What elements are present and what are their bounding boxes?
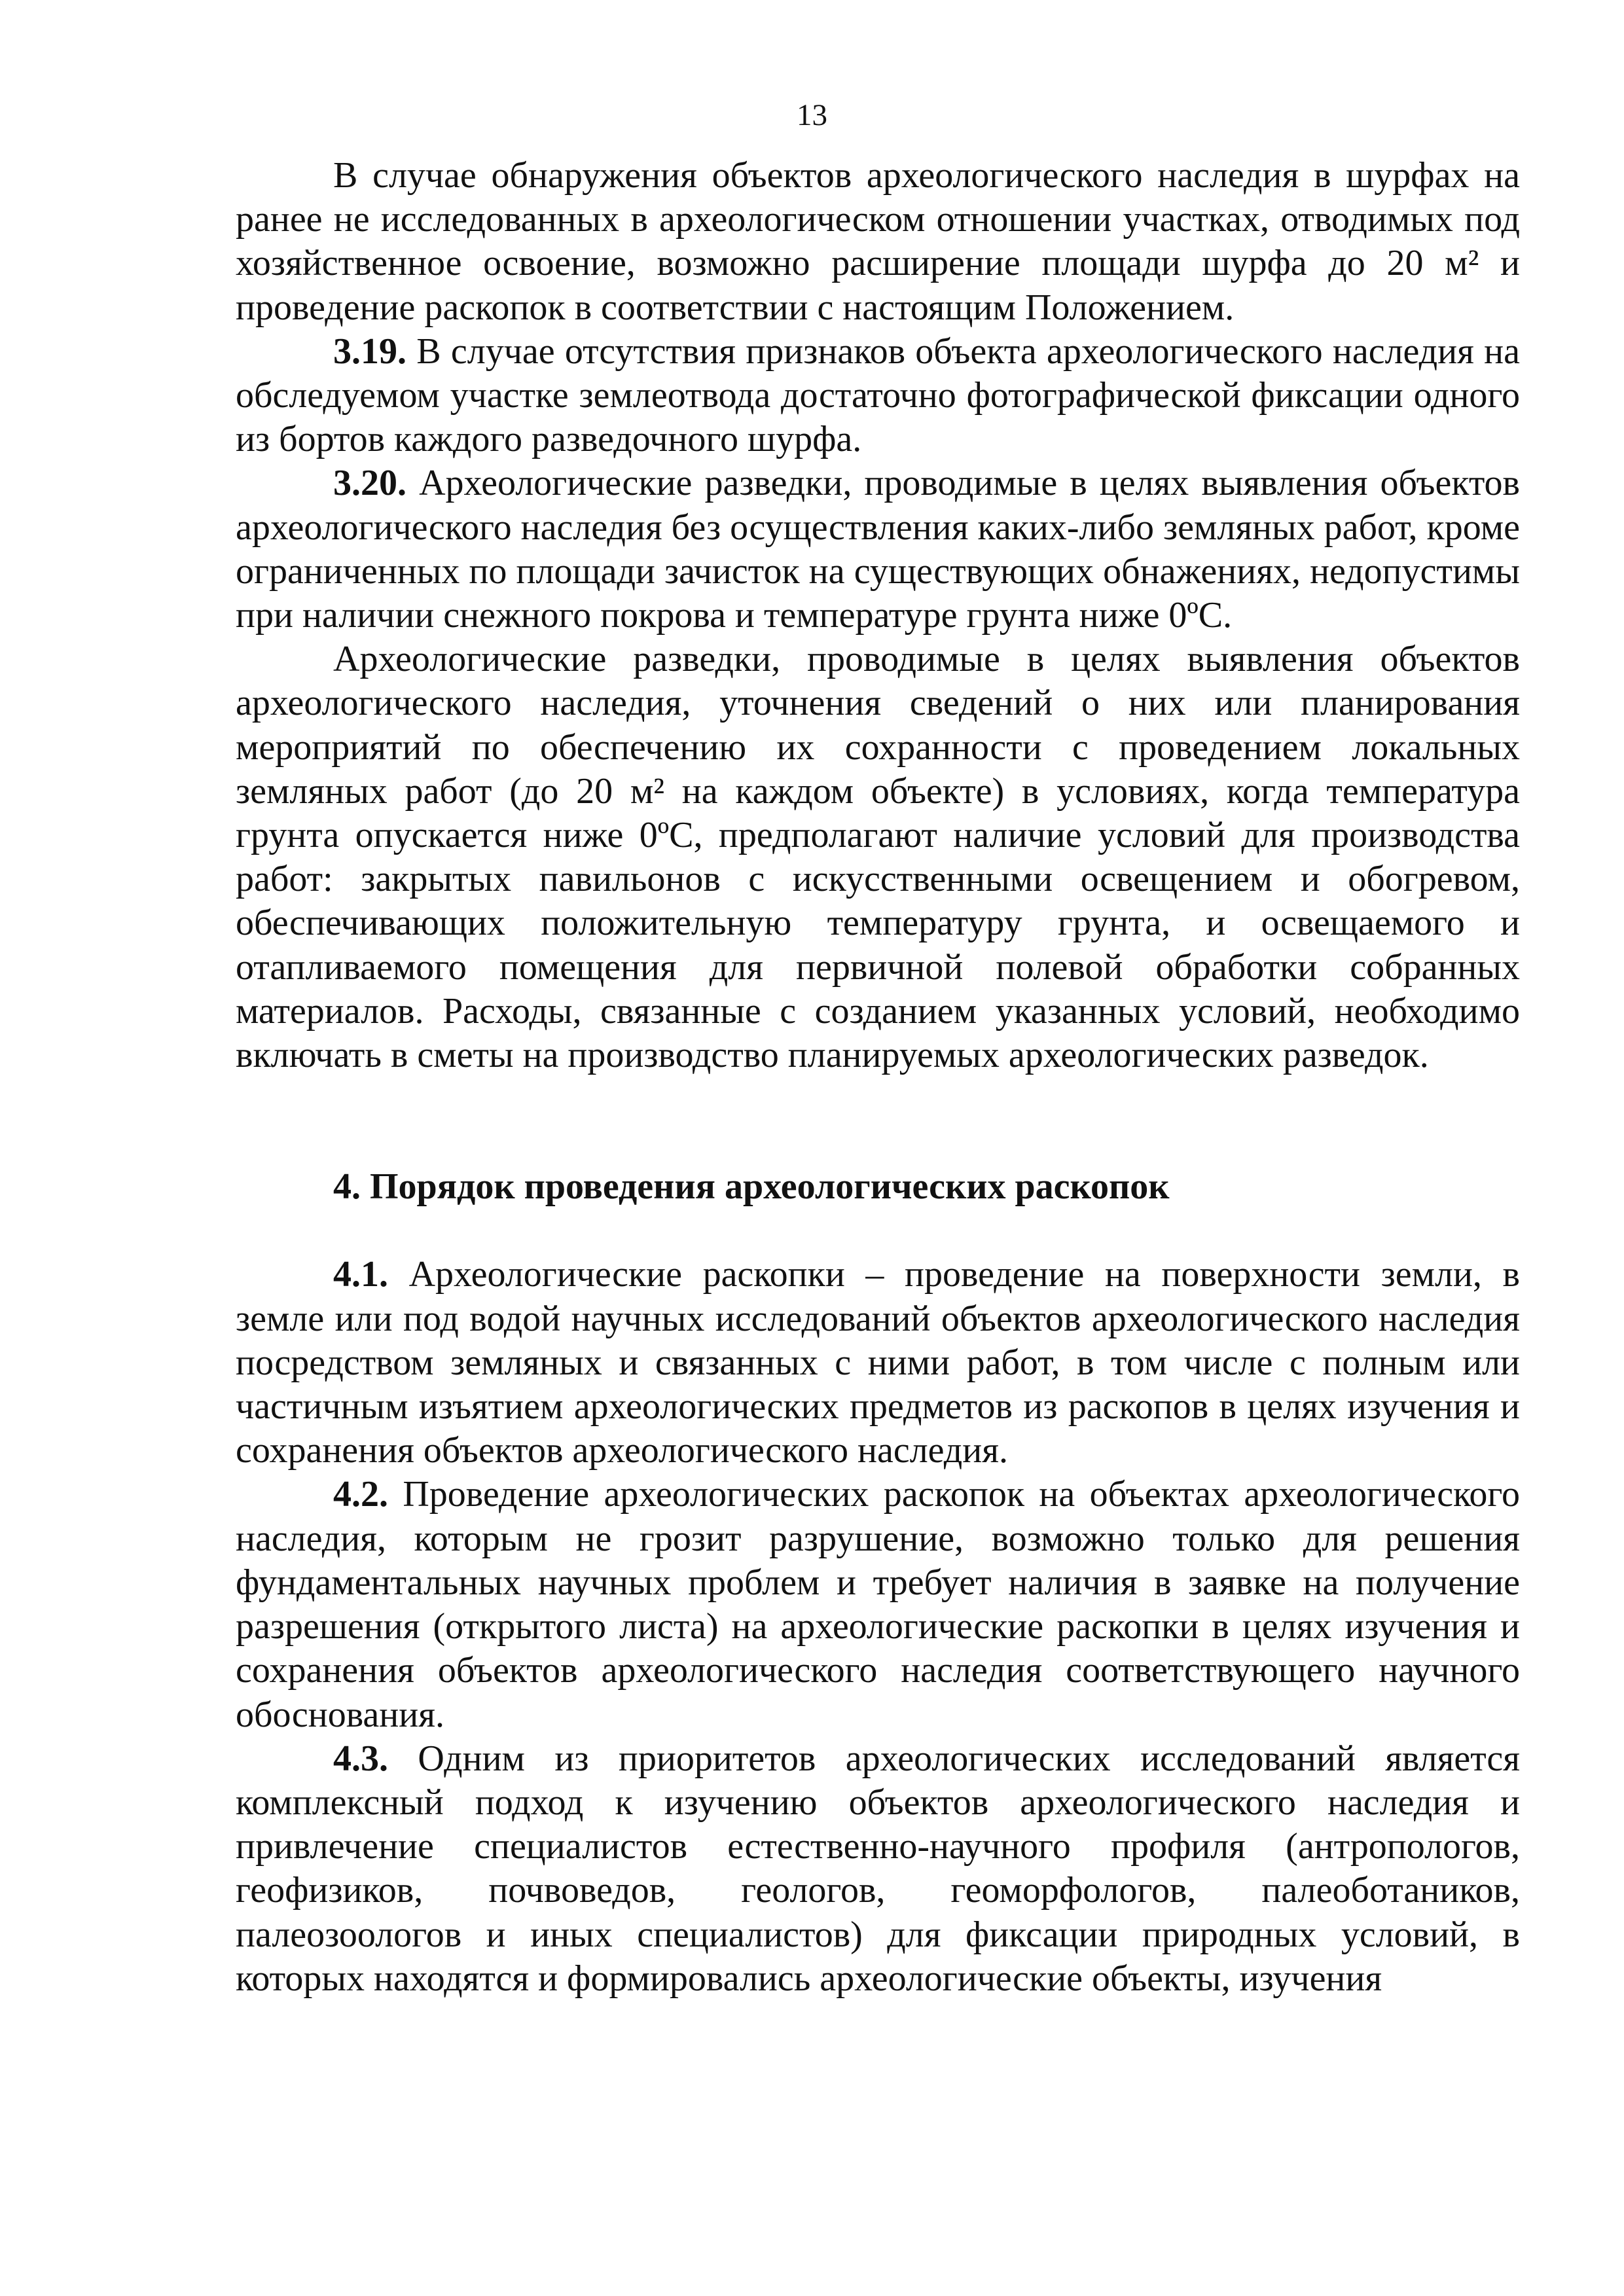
paragraph-winter-conditions <box>236 637 1520 1077</box>
paragraph-number: 3.19. <box>333 331 406 372</box>
page-number: 13 <box>797 98 827 132</box>
section-spacer <box>236 1077 1520 1165</box>
paragraph-4-3 <box>236 1737 1520 2001</box>
paragraph-4-2 <box>236 1473 1520 1736</box>
paragraph-3-20 <box>236 461 1520 637</box>
paragraph-number: 4.2. <box>333 1474 388 1515</box>
paragraph-3-19 <box>236 330 1520 462</box>
paragraph-text: В случае обнаружения объектов археологического наследия в шурфах на ранее не исследованных в археологическом отношении участках, отводимых под хозяйственное освоение, возможно расширение площади шурфа до 20 м² и проведение раскопок в соответствии с настоящим Положением. <box>236 155 1520 328</box>
paragraph-number: 4.1. <box>333 1254 388 1295</box>
paragraph-text: Проведение археологических раскопок на объектах археологического наследия, которым не грозит разрушение, возможно только для решения фундаментальных научных проблем и требует наличия в заявке на получение разрешения (открытого листа) на археологические раскопки в целях изучения и сохранения объектов археологического наследия соответствующего научного обоснования. <box>236 1474 1520 1735</box>
paragraph-text: Археологические разведки, проводимые в целях выявления объектов археологического наследия, уточнения сведений о них или планирования мероприятий по обеспечению их сохранности с проведением локальных земляных работ (до 20 м² на каждом объекте) в условиях, когда температура грунта опускается ниже 0ºС, предполагают наличие условий для производства работ: закрытых павильонов с искусственными освещением и обогревом, обеспечивающих положительную температуру грунта, и освещаемого и отапливаемого помещения для первичной полевой обработки собранных материалов. Расходы, связанные с созданием указанных условий, необходимо включать в сметы на производство планируемых археологических разведок. <box>236 639 1520 1076</box>
paragraph-text: В случае отсутствия признаков объекта археологического наследия на обследуемом участке землеотвода достаточно фотографической фиксации одного из бортов каждого разведочного шурфа. <box>236 331 1520 460</box>
document-body <box>236 154 1520 2001</box>
paragraph-text: Археологические раскопки – проведение на поверхности земли, в земле или под водой научных исследований объектов археологического наследия посредством земляных и связанных с ними работ, в том числе с полным или частичным изъятием археологических предметов из раскопов в целях изучения и сохранения объектов археологического наследия. <box>236 1254 1520 1471</box>
paragraph-number: 4.3. <box>333 1738 388 1779</box>
section-heading: 4. Порядок проведения археологических раскопок <box>333 1166 1170 1208</box>
paragraph-text: Археологические разведки, проводимые в целях выявления объектов археологического наследия без осуществления каких-либо земляных работ, кроме ограниченных по площади зачисток на существующих обнажениях, недопустимы при наличии снежного покрова и температуре грунта ниже 0ºС. <box>236 463 1520 636</box>
paragraph-shurf-expansion <box>236 154 1520 330</box>
paragraph-number: 3.20. <box>333 463 406 504</box>
heading-spacer <box>236 1209 1520 1253</box>
paragraph-4-1 <box>236 1253 1520 1473</box>
paragraph-text: Одним из приоритетов археологических исследований является комплексный подход к изучению объектов археологического наследия и привлечение специалистов естественно-научного профиля (антропологов, геофизиков, почвоведов, геологов, геоморфологов, палеоботаников, палеозоологов и иных специалистов) для фиксации природных условий, в которых находятся и формировались археологические объекты, изучения <box>236 1738 1520 1999</box>
